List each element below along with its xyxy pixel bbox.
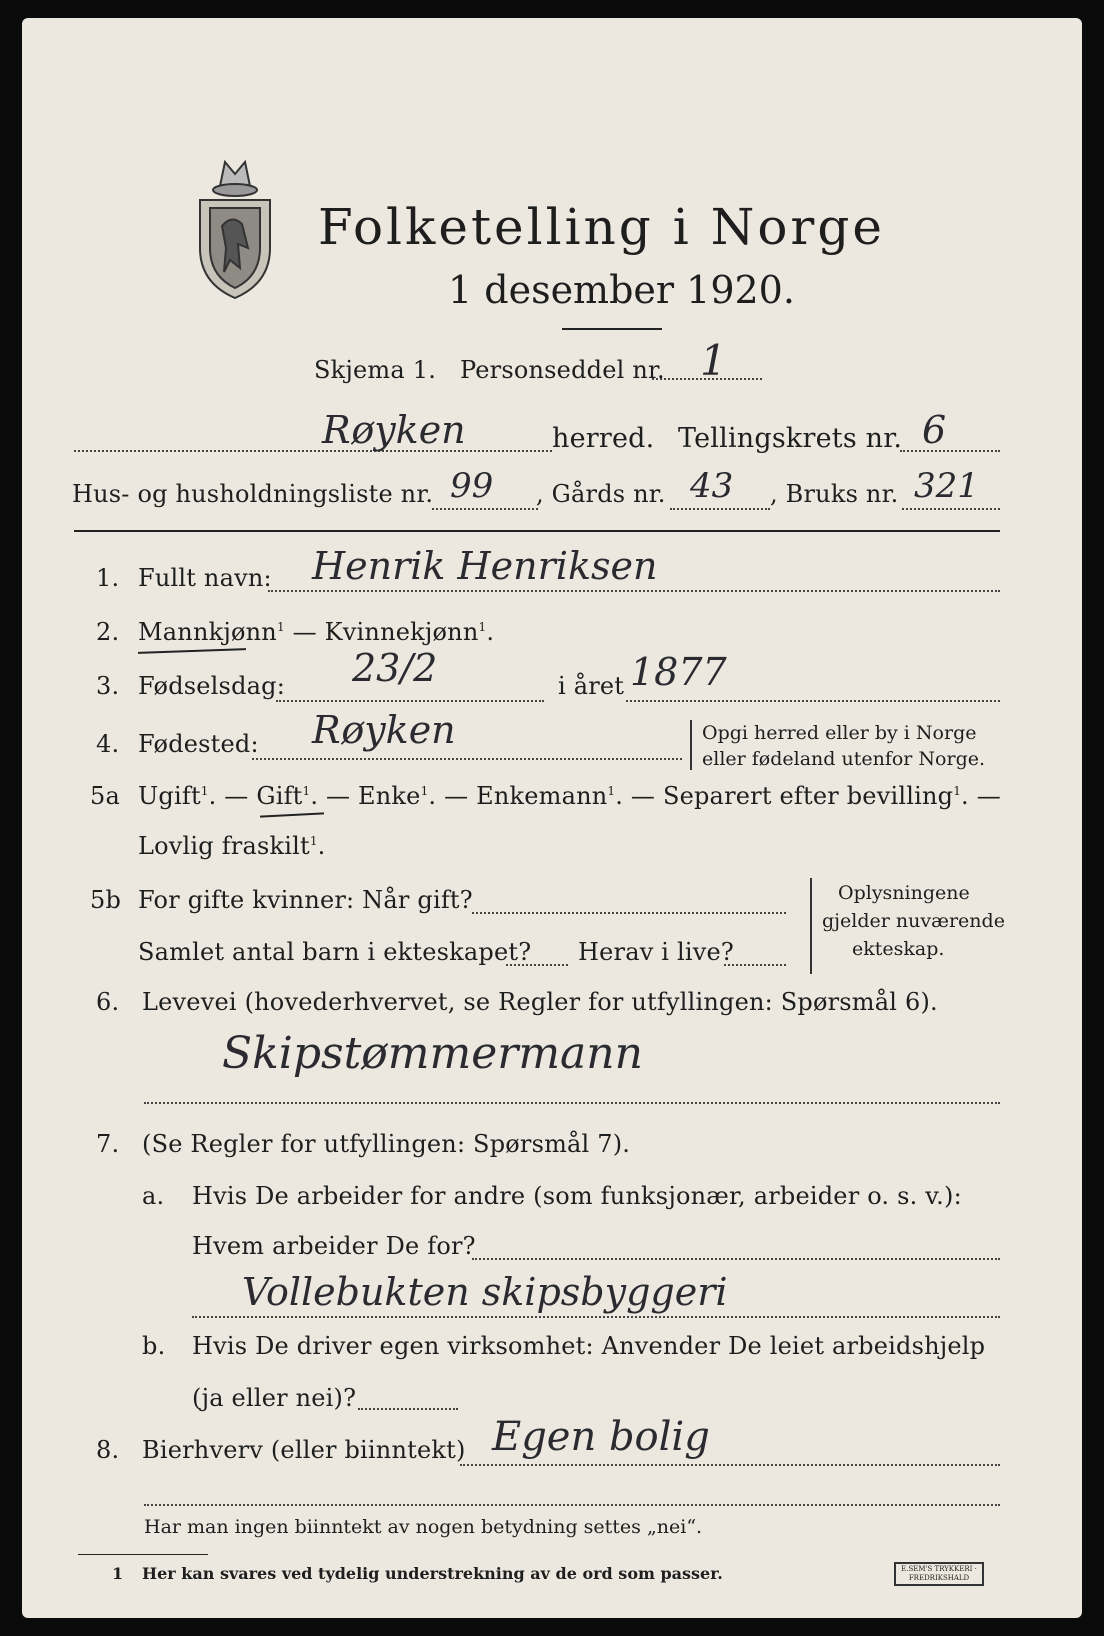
q3-year-line bbox=[626, 700, 1000, 702]
tellingskrets-label: Tellingskrets nr. bbox=[678, 423, 903, 454]
q5a-end: . — bbox=[961, 782, 1001, 810]
q5b-label-1: For gifte kvinner: Når gift? bbox=[138, 886, 473, 914]
q4-line bbox=[252, 758, 682, 760]
q5a-enke: Enke bbox=[358, 782, 421, 810]
q2-female: Kvinnekjønn bbox=[324, 618, 479, 646]
herred-value: Røyken bbox=[322, 408, 466, 452]
q4-number: 4. bbox=[96, 730, 120, 758]
q5b-line-1 bbox=[472, 912, 786, 914]
q2-sup-2: 1 bbox=[478, 620, 487, 634]
footnote-text: Her kan svares ved tydelig understrekning av de ord som passer. bbox=[142, 1564, 723, 1583]
q7-number: 7. bbox=[96, 1130, 120, 1158]
q2-sup: 1 bbox=[276, 620, 285, 634]
footer-note: Har man ingen biinntekt av nogen betydning settes „nei“. bbox=[144, 1516, 703, 1538]
form-date: 1 desember 1920. bbox=[448, 268, 795, 312]
header-divider bbox=[74, 530, 1000, 532]
q2-text bbox=[138, 618, 494, 646]
q1-value: Henrik Henriksen bbox=[312, 544, 658, 588]
q5a-ugift: Ugift bbox=[138, 782, 201, 810]
q7-label: (Se Regler for utfyllingen: Spørsmål 7). bbox=[142, 1130, 631, 1158]
q3-number: 3. bbox=[96, 672, 120, 700]
q5a-sup: 1 bbox=[302, 784, 311, 798]
q7a-text: Hvis De arbeider for andre (som funksjonær, arbeider o. s. v.): bbox=[192, 1182, 962, 1210]
q8-number: 8. bbox=[96, 1436, 120, 1464]
footnote-number: 1 bbox=[112, 1564, 124, 1583]
q5b-label-2: Samlet antal barn i ekteskapet? bbox=[138, 938, 532, 966]
q6-number: 6. bbox=[96, 988, 120, 1016]
q5a-sep: . — bbox=[310, 782, 359, 810]
q8-line-2 bbox=[144, 1504, 1000, 1506]
q6-value: Skipstømmermann bbox=[222, 1028, 643, 1079]
bruks-value: 321 bbox=[914, 466, 979, 506]
q5a-enkemann: Enkemann bbox=[476, 782, 608, 810]
q7a-line-1 bbox=[472, 1258, 1000, 1260]
gards-label: , Gårds nr. bbox=[536, 480, 666, 508]
q1-label: Fullt navn: bbox=[138, 564, 272, 592]
q8-value: Egen bolig bbox=[492, 1414, 710, 1460]
q7b-letter: b. bbox=[142, 1332, 166, 1360]
tellingskrets-line bbox=[900, 450, 1000, 452]
q5a-sup: 1 bbox=[953, 784, 962, 798]
gards-value: 43 bbox=[690, 466, 734, 506]
q5a-fraskilt: Lovlig fraskilt bbox=[138, 832, 310, 860]
q2-male: Mannkjønn bbox=[138, 618, 277, 646]
bruks-line bbox=[902, 508, 1000, 510]
q5b-note-1: Oplysningene bbox=[838, 882, 970, 904]
q7a-question: Hvem arbeider De for? bbox=[192, 1232, 476, 1260]
q5a-sup: 1 bbox=[200, 784, 209, 798]
q5b-line-2 bbox=[506, 964, 568, 966]
q5a-separert: Separert efter bevilling bbox=[662, 782, 954, 810]
q1-line bbox=[268, 590, 1000, 592]
q5b-brace bbox=[810, 878, 814, 974]
title-divider bbox=[562, 328, 662, 330]
q7b-line bbox=[358, 1408, 458, 1410]
q3-year-label: i året bbox=[558, 672, 625, 700]
personseddel-value: 1 bbox=[700, 336, 727, 385]
q2-number: 2. bbox=[96, 618, 120, 646]
q4-note-2: eller fødeland utenfor Norge. bbox=[702, 748, 986, 770]
q5a-gift-underline bbox=[260, 812, 324, 817]
q5b-note-2: gjelder nuværende bbox=[822, 910, 1005, 932]
hus-label: Hus- og husholdningsliste nr. bbox=[72, 480, 434, 508]
census-form bbox=[22, 18, 1082, 1618]
q5a-sup: 1 bbox=[607, 784, 616, 798]
q4-value: Røyken bbox=[312, 708, 456, 752]
bruks-label: , Bruks nr. bbox=[770, 480, 899, 508]
hus-line bbox=[432, 508, 538, 510]
q7a-value: Vollebukten skipsbyggeri bbox=[242, 1270, 728, 1314]
q5b-note-3: ekteskap. bbox=[852, 938, 945, 960]
q2-dash: — bbox=[284, 618, 325, 646]
q5a-sup: 1 bbox=[309, 834, 318, 848]
schema-label: Skjema 1. bbox=[314, 356, 437, 384]
footnote-divider bbox=[78, 1554, 208, 1555]
hus-value: 99 bbox=[450, 466, 494, 506]
q7a-line-2 bbox=[192, 1316, 1000, 1318]
q3-year-value: 1877 bbox=[630, 650, 727, 694]
q7b-text: Hvis De driver egen virksomhet: Anvender De leiet arbeidshjelp bbox=[192, 1332, 986, 1360]
tellingskrets-value: 6 bbox=[922, 408, 947, 452]
personseddel-label: Personseddel nr. bbox=[460, 356, 665, 384]
q6-label: Levevei (hovederhvervet, se Regler for utfyllingen: Spørsmål 6). bbox=[142, 988, 938, 1016]
q5b-label-3: Herav i live? bbox=[578, 938, 734, 966]
q8-line bbox=[460, 1464, 1000, 1466]
q7a-letter: a. bbox=[142, 1182, 165, 1210]
q5a-sep: . — bbox=[615, 782, 663, 810]
herred-line bbox=[74, 450, 552, 452]
q5a-gift: Gift bbox=[256, 782, 303, 810]
q2-end: . bbox=[486, 618, 495, 646]
q3-line bbox=[276, 700, 544, 702]
q4-brace bbox=[690, 720, 694, 770]
q5a-line2: Lovlig fraskilt$^1$. bbox=[138, 832, 326, 860]
coat-of-arms-icon bbox=[190, 148, 280, 300]
q3-value: 23/2 bbox=[352, 646, 438, 690]
herred-label: herred. bbox=[552, 423, 655, 454]
q3-label: Fødselsdag: bbox=[138, 672, 285, 700]
q4-label: Fødested: bbox=[138, 730, 259, 758]
q1-number: 1. bbox=[96, 564, 120, 592]
q4-note-1: Opgi herred eller by i Norge bbox=[702, 722, 977, 744]
q5a-text bbox=[138, 782, 1001, 810]
q5a-sep: . — bbox=[208, 782, 257, 810]
q5a-sep: . — bbox=[428, 782, 477, 810]
q5b-line-3 bbox=[724, 964, 786, 966]
printer-mark: E.SEM'S TRYKKERI · FREDRIKSHALD bbox=[894, 1562, 984, 1586]
q5a-number: 5a bbox=[90, 782, 120, 810]
q7b-question: (ja eller nei)? bbox=[192, 1384, 357, 1412]
form-title: Folketelling i Norge bbox=[318, 198, 885, 256]
q6-line bbox=[144, 1102, 1000, 1104]
q5a-sup: 1 bbox=[420, 784, 429, 798]
q5b-number: 5b bbox=[90, 886, 122, 914]
gards-line bbox=[670, 508, 770, 510]
q2-underline bbox=[138, 648, 246, 654]
q8-label: Bierhverv (eller biinntekt) bbox=[142, 1436, 466, 1464]
